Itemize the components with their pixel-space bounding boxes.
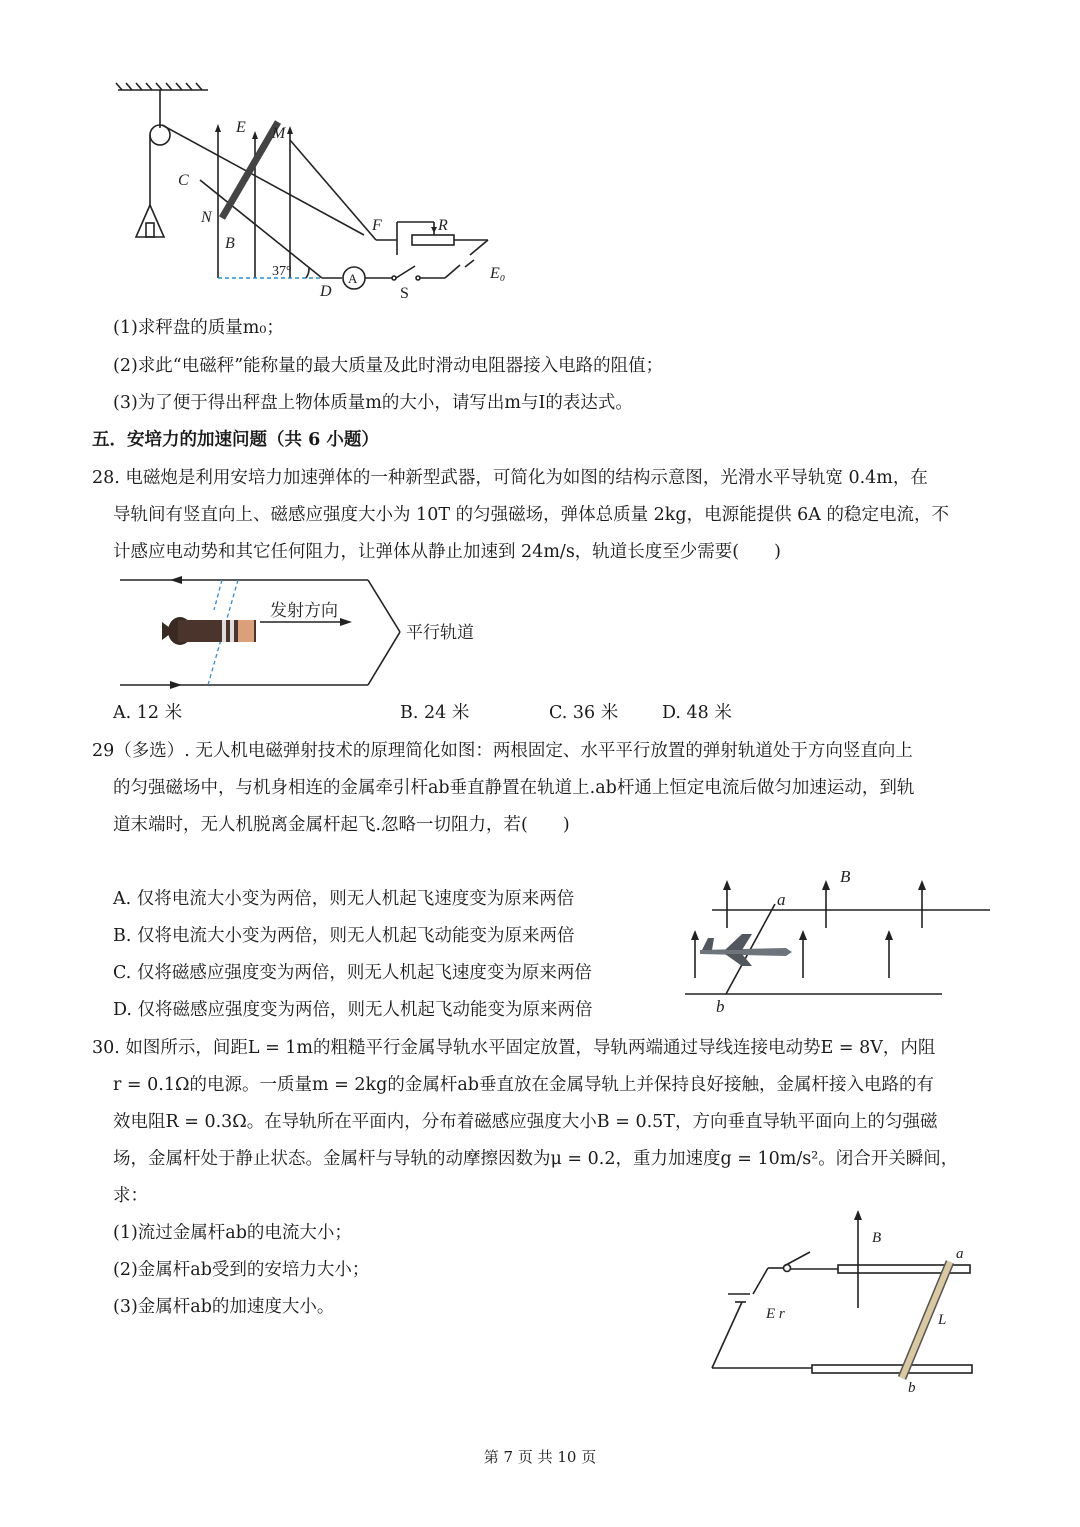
q30-part3: (3)金属杆ab的加速度大小。: [113, 1297, 335, 1317]
label-B: B: [872, 1230, 882, 1246]
q28-text-line3: 计感应电动势和其它任何阻力，让弹体从静止加速到 24m/s，轨道长度至少需要( ): [113, 542, 781, 562]
q28-text-line2: 导轨间有竖直向上、磁感应强度大小为 10T 的匀强磁场，弹体总质量 2kg，电源能提供 6A 的稳定电流，不: [113, 505, 949, 525]
figure-rail-circuit: [700, 1200, 990, 1400]
label-ammeter: A: [348, 271, 358, 286]
q29-option-d: D. 仅将磁感应强度变为两倍，则无人机起飞动能变为原来两倍: [113, 1000, 593, 1020]
q29-text-line1: 29（多选）. 无人机电磁弹射技术的原理简化如图：两根固定、水平平行放置的弹射轨道处于方向竖直向上: [92, 741, 913, 761]
label-F: F: [372, 217, 382, 234]
q27-part1: (1)求秤盘的质量m₀；: [113, 318, 284, 338]
label-b: b: [908, 1380, 916, 1396]
q30-text-line1: 30. 如图所示，间距L = 1m的粗糙平行金属导轨水平固定放置，导轨两端通过导线连接电动势E = 8V，内阻: [92, 1038, 936, 1058]
q30-part1: (1)流过金属杆ab的电流大小；: [113, 1223, 352, 1243]
q30-text-line2: r = 0.1Ω的电源。一质量m = 2kg的金属杆ab垂直放在金属导轨上并保持良好接触，金属杆接入电路的有: [113, 1075, 934, 1095]
q29-text-line2: 的匀强磁场中，与机身相连的金属牵引杆ab垂直静置在轨道上.ab杆通上恒定电流后做匀加速运动，到轨: [113, 778, 915, 798]
q29-option-b: B. 仅将电流大小变为两倍，则无人机起飞动能变为原来两倍: [113, 926, 575, 946]
figure-drone-catapult: [680, 860, 995, 1020]
q29-text-line3: 道末端时，无人机脱离金属杆起飞.忽略一切阻力，若( ): [113, 815, 570, 835]
label-E0: E₀: [490, 265, 506, 282]
q29-option-a: A. 仅将电流大小变为两倍，则无人机起飞速度变为原来两倍: [113, 889, 575, 909]
label-b: b: [716, 997, 725, 1016]
label-N: N: [201, 209, 212, 226]
q30-text-line3: 效电阻R = 0.3Ω。在导轨所在平面内，分布着磁感应强度大小B = 0.5T，方向垂直导轨平面向上的匀强磁: [113, 1112, 938, 1132]
label-L: L: [938, 1312, 947, 1328]
q29-option-c: C. 仅将磁感应强度变为两倍，则无人机起飞速度变为原来两倍: [113, 963, 592, 983]
q30-text-line4: 场，金属杆处于静止状态。金属杆与导轨的动摩擦因数为μ = 0.2，重力加速度g = 10m/s²。闭合开关瞬间，: [113, 1149, 959, 1169]
q27-part2: (2)求此“电磁秤”能称量的最大质量及此时滑动电阻器接入电路的阻值；: [113, 356, 664, 376]
label-C: C: [178, 172, 189, 189]
label-M: M: [272, 125, 286, 142]
drone-icon: [700, 934, 792, 966]
label-D: D: [320, 283, 332, 300]
label-R: R: [438, 217, 448, 234]
label-a: a: [956, 1246, 964, 1262]
label-launch-direction: 发射方向: [270, 601, 338, 620]
q27-part3: (3)为了便于得出秤盘上物体质量m的大小，请写出m与I的表达式。: [113, 393, 633, 413]
q28-option-a: A. 12 米: [113, 703, 183, 723]
label-a: a: [777, 890, 786, 909]
q30-part2: (2)金属杆ab受到的安培力大小；: [113, 1260, 370, 1280]
projectile-icon: [162, 617, 256, 645]
label-B: B: [225, 235, 235, 252]
page-footer: 第 7 页 共 10 页: [483, 1448, 597, 1466]
label-angle: 37°: [272, 264, 292, 279]
label-parallel-rail: 平行轨道: [406, 623, 474, 642]
figure-railgun: [110, 570, 510, 695]
figure-electromagnetic-scale: [100, 80, 540, 305]
q28-text-line1: 28. 电磁炮是利用安培力加速弹体的一种新型武器，可简化为如图的结构示意图，光滑水平导轨宽 0.4m，在: [92, 468, 928, 488]
label-B: B: [840, 867, 851, 886]
q30-text-line5: 求：: [113, 1186, 148, 1206]
q28-option-b: B. 24 米: [400, 703, 470, 723]
section-title: 五．安培力的加速问题（共 6 小题）: [92, 430, 379, 450]
label-Er: E r: [766, 1306, 785, 1322]
q28-option-d: D. 48 米: [662, 703, 732, 723]
q28-option-c: C. 36 米: [549, 703, 619, 723]
label-S: S: [400, 285, 409, 302]
label-E: E: [236, 119, 246, 136]
